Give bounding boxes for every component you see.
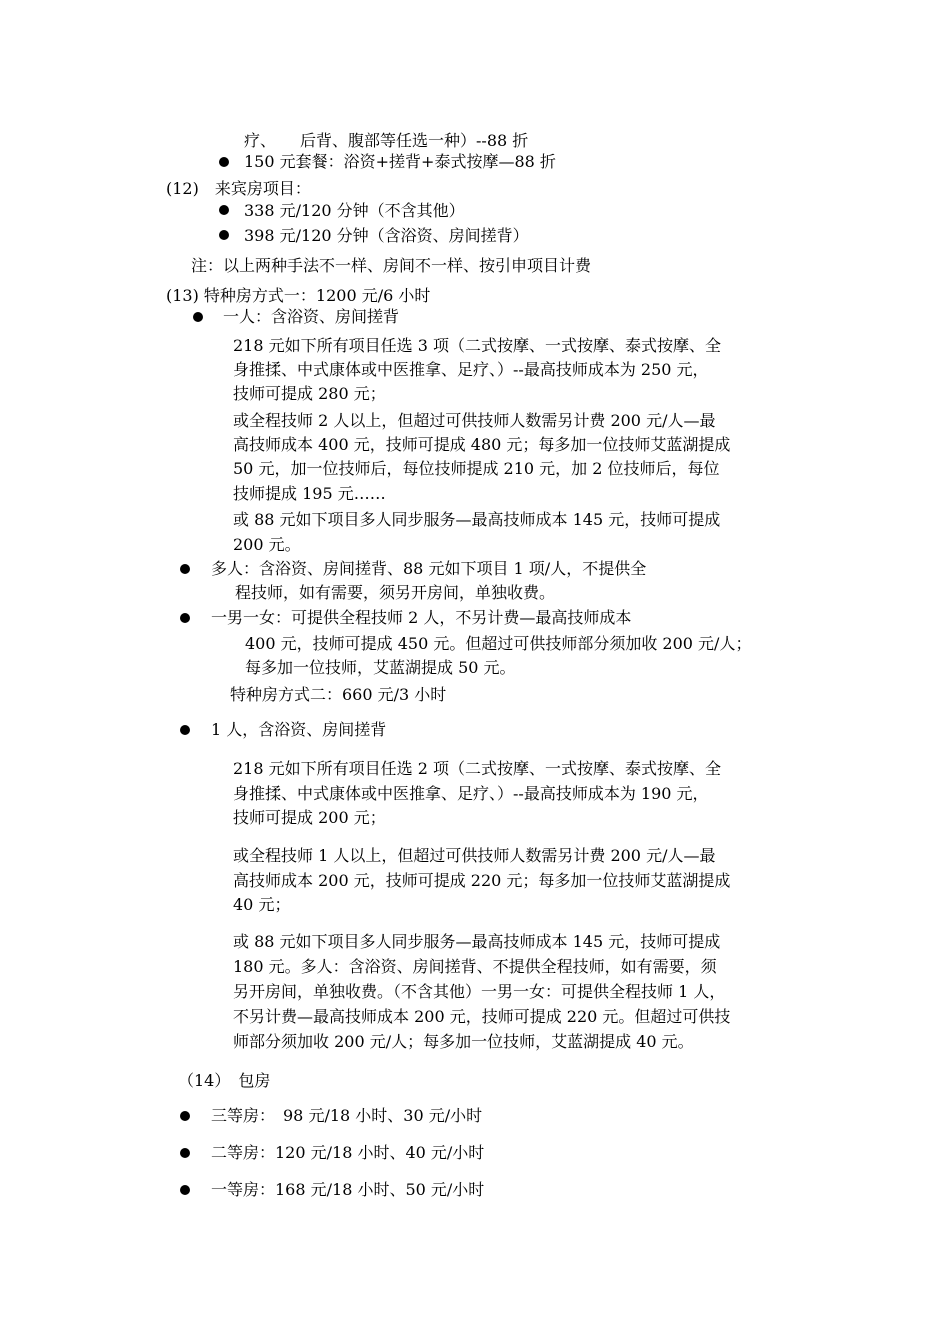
bullet-icon [180, 613, 190, 623]
text-line: 多人：含浴资、房间搓背、88 元如下项目 1 项/人，不提供全 [211, 559, 647, 578]
note-line: 注：以上两种手法不一样、房间不一样、按引申项目计费 [191, 256, 592, 275]
text-line: 或 88 元如下项目多人同步服务—最高技师成本 145 元，技师可提成 [233, 932, 721, 951]
text-line: 疗、 后背、腹部等任选一种）--88 折 [244, 131, 529, 150]
bullet-icon [219, 230, 229, 240]
text-line: 程技师，如有需要，须另开房间，单独收费。 [235, 583, 556, 602]
section-heading: (12) 来宾房项目： [166, 179, 311, 198]
text-line: 技师可提成 200 元； [233, 808, 386, 827]
text-line: 一人：含浴资、房间搓背 [223, 307, 400, 326]
text-line: 200 元。 [233, 535, 301, 554]
bullet-icon [180, 1148, 190, 1158]
text-line: 1 人，含浴资、房间搓背 [211, 720, 387, 739]
bullet-icon [180, 725, 190, 735]
text-line: 不另计费—最高技师成本 200 元，技师可提成 220 元。但超过可供技 [233, 1007, 731, 1026]
text-line: 身推揉、中式康体或中医推拿、足疗、）--最高技师成本为 190 元， [233, 784, 709, 803]
text-line: 400 元，技师可提成 450 元。但超过可供技师部分须加收 200 元/人； [245, 634, 752, 653]
text-line: 一男一女：可提供全程技师 2 人，不另计费—最高技师成本 [211, 608, 632, 627]
bullet-icon [180, 1185, 190, 1195]
text-line: 每多加一位技师，艾蓝湖提成 50 元。 [245, 658, 516, 677]
section-heading: (13) 特种房方式一：1200 元/6 小时 [166, 286, 431, 305]
text-line: 身推揉、中式康体或中医推拿、足疗、）--最高技师成本为 250 元， [233, 360, 709, 379]
text-line: 338 元/120 分钟（不含其他） [244, 201, 465, 220]
text-line: 或 88 元如下项目多人同步服务—最高技师成本 145 元，技师可提成 [233, 510, 721, 529]
text-line: 高技师成本 400 元，技师可提成 480 元；每多加一位技师艾蓝湖提成 [233, 435, 731, 454]
text-line: 或全程技师 1 人以上，但超过可供技师人数需另计费 200 元/人—最 [233, 846, 716, 865]
text-line: 二等房：120 元/18 小时、40 元/小时 [211, 1143, 485, 1162]
text-line: 或全程技师 2 人以上，但超过可供技师人数需另计费 200 元/人—最 [233, 411, 716, 430]
text-line: 150 元套餐：浴资+搓背+泰式按摩—88 折 [244, 152, 556, 171]
bullet-icon [180, 1111, 190, 1121]
section-heading: 特种房方式二：660 元/3 小时 [230, 685, 447, 704]
bullet-icon [219, 157, 229, 167]
text-line: 40 元； [233, 895, 291, 914]
bullet-icon [193, 312, 203, 322]
text-line: 一等房：168 元/18 小时、50 元/小时 [211, 1180, 485, 1199]
text-line: 180 元。多人：含浴资、房间搓背、不提供全程技师，如有需要，须 [233, 957, 717, 976]
bullet-icon [180, 564, 190, 574]
text-line: 另开房间，单独收费。（不含其他）一男一女：可提供全程技师 1 人， [233, 982, 726, 1001]
bullet-icon [219, 205, 229, 215]
text-line: 技师可提成 280 元； [233, 384, 386, 403]
text-line: 师部分须加收 200 元/人；每多加一位技师，艾蓝湖提成 40 元。 [233, 1032, 694, 1051]
section-heading: （14） 包房 [178, 1071, 271, 1090]
text-line: 50 元，加一位技师后，每位技师提成 210 元，加 2 位技师后，每位 [233, 459, 720, 478]
text-line: 218 元如下所有项目任选 2 项（二式按摩、一式按摩、泰式按摩、全 [233, 759, 721, 778]
text-line: 技师提成 195 元…… [233, 484, 386, 503]
text-line: 218 元如下所有项目任选 3 项（二式按摩、一式按摩、泰式按摩、全 [233, 336, 721, 355]
text-line: 398 元/120 分钟（含浴资、房间搓背） [244, 226, 529, 245]
text-line: 三等房： 98 元/18 小时、30 元/小时 [211, 1106, 483, 1125]
text-line: 高技师成本 200 元，技师可提成 220 元；每多加一位技师艾蓝湖提成 [233, 871, 731, 890]
